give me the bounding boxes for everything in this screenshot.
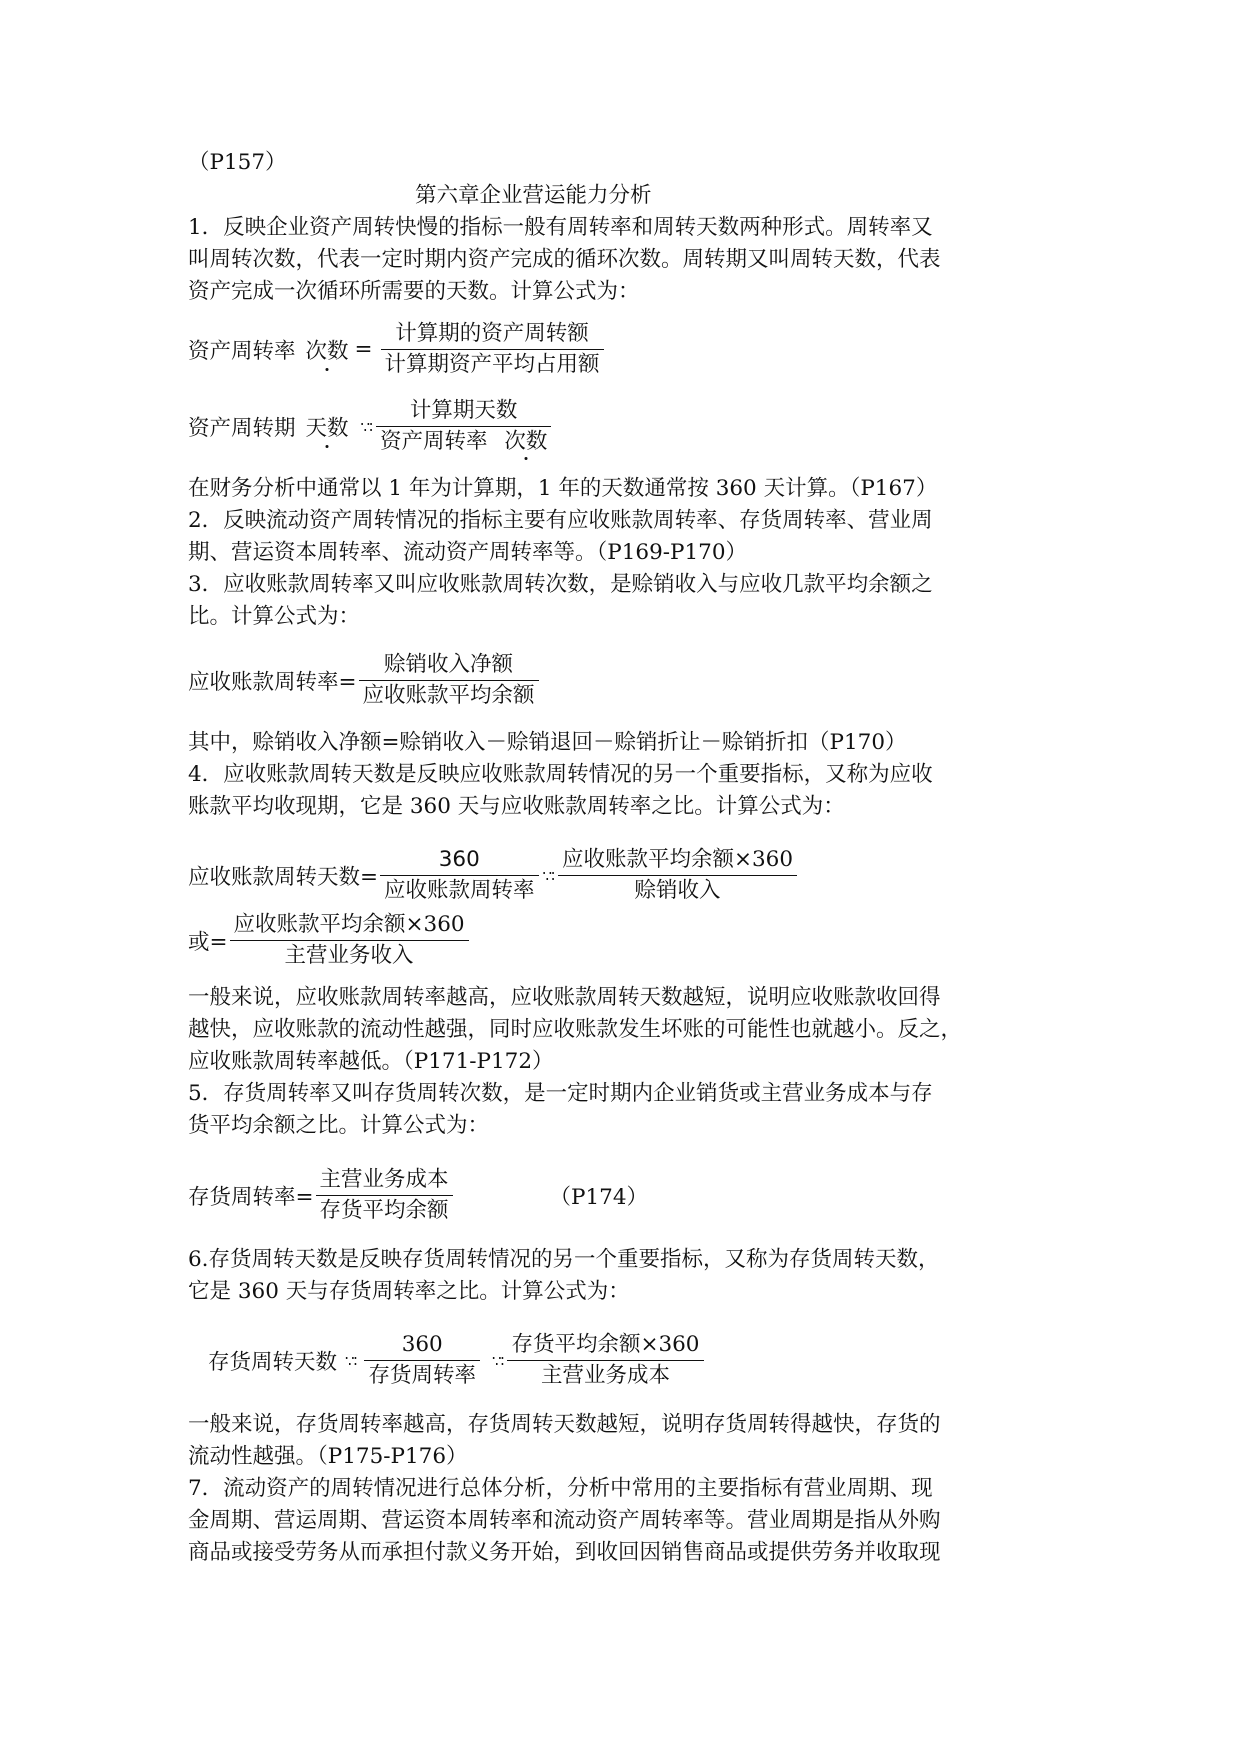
paragraph-line: 比。计算公式为：: [188, 604, 361, 629]
garbled-equals-symbol: ∵∶: [360, 417, 372, 436]
formula-lhs: 应收账款周转天数=: [188, 865, 379, 890]
numerator: 计算期的资产周转额: [395, 321, 589, 346]
fraction: [359, 650, 539, 711]
denominator: 应收账款周转率: [384, 878, 535, 903]
paragraph-line: 3．应收账款周转率又叫应收账款周转次数，是赊销收入与应收几款平均余额之: [188, 572, 933, 597]
paragraph-line: 商品或接受劳务从而承担付款义务开始，到收回因销售商品或提供劳务并收取现: [188, 1540, 941, 1565]
formula-inventory-turnover-rate: [188, 1165, 648, 1226]
formula-lhs: 资产周转率: [188, 339, 296, 364]
paragraph-line: 账款平均收现期，它是 360 天与应收账款周转率之比。计算公式为：: [188, 794, 845, 819]
numerator: 计算期天数: [409, 398, 518, 423]
numerator: 360: [438, 847, 480, 872]
paragraph-line: 一般来说，应收账款周转率越高，应收账款周转天数越短，说明应收账款收回得: [188, 985, 941, 1010]
page-reference: （P157）: [188, 150, 287, 175]
numerator: 主营业务成本: [319, 1167, 449, 1192]
paragraph-line: 4．应收账款周转天数是反映应收账款周转情况的另一个重要指标，又称为应收: [188, 762, 933, 787]
formula-lhs: 存货周转率=: [188, 1185, 314, 1210]
paragraph-line: 金周期、营运周期、营运资本周转率和流动资产周转率等。营业周期是指从外购: [188, 1508, 941, 1533]
paragraph-line: 货平均余额之比。计算公式为：: [188, 1113, 490, 1138]
denominator: 应收账款平均余额: [362, 683, 535, 708]
fraction: [507, 1330, 703, 1391]
garbled-equals-symbol: ∵∶: [491, 1351, 504, 1370]
equals-sign: =: [354, 337, 373, 362]
formula-asset-turnover-rate: [188, 319, 606, 380]
denominator: [376, 427, 551, 457]
fraction: [376, 396, 551, 457]
paragraph-line: 其中，赊销收入净额=赊销收入－赊销退回－赊销折让－赊销折扣（P170）: [188, 730, 907, 755]
paragraph-line: 7．流动资产的周转情况进行总体分析，分析中常用的主要指标有营业周期、现: [188, 1476, 933, 1501]
page-reference: （P174）: [549, 1185, 649, 1210]
fraction: [558, 845, 797, 906]
paragraph-line: 它是 360 天与存货周转率之比。计算公式为：: [188, 1279, 630, 1304]
formula-asset-turnover-days: [188, 396, 553, 457]
paragraph-line: 在财务分析中通常以 1 年为计算期，1 年的天数通常按 360 天计算。（P167）: [188, 476, 938, 501]
fraction: [381, 319, 604, 380]
paragraph-line: 资产完成一次循环所需要的天数。计算公式为：: [188, 279, 640, 304]
formula-lhs: 或=: [188, 930, 228, 955]
fraction: [230, 910, 469, 971]
formula-lhs: 资产周转期: [188, 416, 296, 441]
denominator-text: 资产周转率: [379, 429, 488, 454]
paragraph-line: 1．反映企业资产周转快慢的指标一般有周转率和周转天数两种形式。周转率又: [188, 215, 933, 240]
formula-inventory-turnover-days: [208, 1330, 706, 1391]
formula-receivables-turnover-days: [188, 845, 799, 906]
denominator: 存货周转率: [368, 1363, 476, 1388]
garbled-equals-symbol: ∵∶: [345, 1351, 357, 1370]
formula-lhs-unit: 天数: [306, 411, 349, 442]
formula-lhs: 应收账款周转率=: [188, 670, 357, 695]
formula-lhs-unit: 次数: [306, 334, 349, 365]
fraction: [380, 845, 539, 906]
numerator: 360: [401, 1332, 443, 1357]
denominator-unit: 次数: [504, 429, 548, 454]
paragraph-line: 2．反映流动资产周转情况的指标主要有应收账款周转率、存货周转率、营业周: [188, 508, 933, 533]
formula-receivables-turnover-days-alt: [188, 910, 471, 971]
denominator: 主营业务成本: [540, 1363, 670, 1388]
numerator: 应收账款平均余额×360: [233, 912, 465, 937]
fraction: [364, 1330, 480, 1391]
denominator: 主营业务收入: [284, 943, 414, 968]
numerator: 赊销收入净额: [384, 652, 514, 677]
paragraph-line: 应收账款周转率越低。（P171-P172）: [188, 1049, 554, 1074]
paragraph-line: 一般来说，存货周转率越高，存货周转天数越短，说明存货周转得越快，存货的: [188, 1412, 941, 1437]
paragraph-line: 5．存货周转率又叫存货周转次数，是一定时期内企业销货或主营业务成本与存: [188, 1081, 933, 1106]
paragraph-line: 越快，应收账款的流动性越强，同时应收账款发生坏账的可能性也就越小。反之，: [188, 1017, 963, 1042]
denominator: 计算期资产平均占用额: [384, 352, 600, 377]
numerator: 存货平均余额×360: [511, 1332, 700, 1357]
formula-lhs: 存货周转天数: [208, 1350, 338, 1375]
formula-receivables-turnover-rate: [188, 650, 541, 711]
denominator: 赊销收入: [634, 878, 721, 903]
paragraph-line: 叫周转次数，代表一定时期内资产完成的循环次数。周转期又叫周转天数，代表: [188, 247, 941, 272]
fraction: [316, 1165, 453, 1226]
numerator: 应收账款平均余额×360: [561, 847, 794, 872]
chapter-title: 第六章企业营运能力分析: [415, 183, 652, 208]
garbled-equals-symbol: ∵∶: [542, 866, 554, 885]
paragraph-line: 6.存货周转天数是反映存货周转情况的另一个重要指标，又称为存货周转天数，: [188, 1247, 940, 1272]
denominator: 存货平均余额: [319, 1198, 449, 1223]
paragraph-line: 期、营运资本周转率、流动资产周转率等。（P169-P170）: [188, 540, 748, 565]
paragraph-line: 流动性越强。（P175-P176）: [188, 1444, 468, 1469]
